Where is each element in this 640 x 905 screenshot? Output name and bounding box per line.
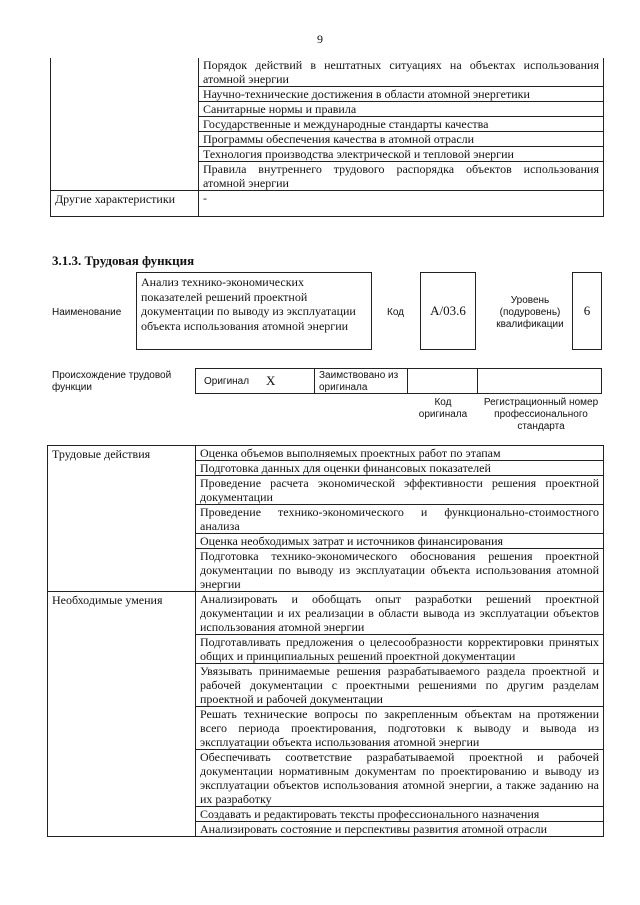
level-label: Уровень (подуровень) квалификации xyxy=(496,295,564,330)
action-item: Подготовка данных для оценки финансовых показателей xyxy=(196,461,604,476)
code-value: А/03.6 xyxy=(430,303,466,318)
level-value: 6 xyxy=(583,303,591,318)
other-characteristics-label: Другие характеристики xyxy=(51,191,199,217)
action-item: Оценка необходимых затрат и источников финансирования xyxy=(196,534,604,549)
origin-label: Происхождение трудовой функции xyxy=(52,370,172,393)
code-original-caption: Код оригинала xyxy=(418,397,468,420)
level-box xyxy=(572,272,602,350)
skill-item: Увязывать принимаемые решения разрабатываемого раздела проектной и рабочей документации с проектными решениями по другим разделам проектной и рабочей документации xyxy=(196,664,604,707)
code-label: Код xyxy=(387,307,405,318)
original-mark: X xyxy=(266,373,276,388)
action-item: Оценка объемов выполняемых проектных работ по этапам xyxy=(196,446,604,461)
reg-number-cell xyxy=(477,368,602,394)
table-row xyxy=(51,58,604,87)
knowledge-table xyxy=(50,58,604,217)
function-name: Анализ технико-экономических показателей решений проектной документации по выводу из эксплуатации объекта использования атомной энергии xyxy=(141,275,356,333)
function-table xyxy=(47,445,604,837)
action-item: Проведение технико-экономического и функционально-стоимостного анализа xyxy=(196,505,604,534)
action-item: Подготовка технико-экономического обоснования решения проектной документации по выводу из эксплуатации объекта использования атомной энергии xyxy=(196,549,604,592)
knowledge-item: Порядок действий в нештатных ситуациях на объектах использования атомной энергии xyxy=(199,58,604,87)
skill-item: Обеспечивать соответствие разрабатываемой проектной и рабочей документации нормативным документам по проектированию и выводу из эксплуатации объектов использования атомной энергии, а также заданию на их разработку xyxy=(196,750,604,807)
name-value-box xyxy=(136,272,372,350)
knowledge-item: Программы обеспечения качества в атомной отрасли xyxy=(199,132,604,147)
table-row xyxy=(51,191,604,217)
label-cell xyxy=(51,58,199,191)
original-cell xyxy=(195,368,315,394)
skill-item: Создавать и редактировать тексты профессионального назначения xyxy=(196,807,604,822)
code-original-cell xyxy=(407,368,478,394)
reg-number-caption: Регистрационный номер профессионального стандарта xyxy=(483,397,599,432)
knowledge-item: Правила внутреннего трудового распорядка объектов использования атомной энергии xyxy=(199,162,604,191)
skill-item: Решать технические вопросы по закрепленным объектам на протяжении всего периода проектирования, подготовки к выводу и вывода из эксплуатации объекта использования атомной энергии xyxy=(196,707,604,750)
page-number: 9 xyxy=(317,32,323,46)
borrowed-label: Заимствовано из оригинала xyxy=(319,370,399,393)
name-label: Наименование xyxy=(52,307,122,318)
skill-item: Анализировать и обобщать опыт разработки решений проектной документации и их реализации в области вывода из эксплуатации объектов использования атомной энергии xyxy=(196,592,604,635)
borrowed-cell xyxy=(314,368,408,394)
other-characteristics-value: - xyxy=(199,191,604,217)
actions-label: Трудовые действия xyxy=(48,446,196,592)
knowledge-item: Санитарные нормы и правила xyxy=(199,102,604,117)
skills-label: Необходимые умения xyxy=(48,592,196,837)
table-row xyxy=(48,592,604,635)
table-row xyxy=(48,446,604,461)
action-item: Проведение расчета экономической эффективности решения проектной документации xyxy=(196,476,604,505)
code-box xyxy=(420,272,476,350)
skill-item: Подготавливать предложения о целесообразности корректировки принятых общих и принципиальных решений проектной документации xyxy=(196,635,604,664)
skill-item: Анализировать состояние и перспективы развития атомной отрасли xyxy=(196,822,604,837)
knowledge-item: Государственные и международные стандарты качества xyxy=(199,117,604,132)
knowledge-item: Научно-технические достижения в области атомной энергетики xyxy=(199,87,604,102)
original-label: Оригинал xyxy=(204,376,250,387)
knowledge-item: Технология производства электрической и тепловой энергии xyxy=(199,147,604,162)
section-title: 3.1.3. Трудовая функция xyxy=(52,253,195,268)
